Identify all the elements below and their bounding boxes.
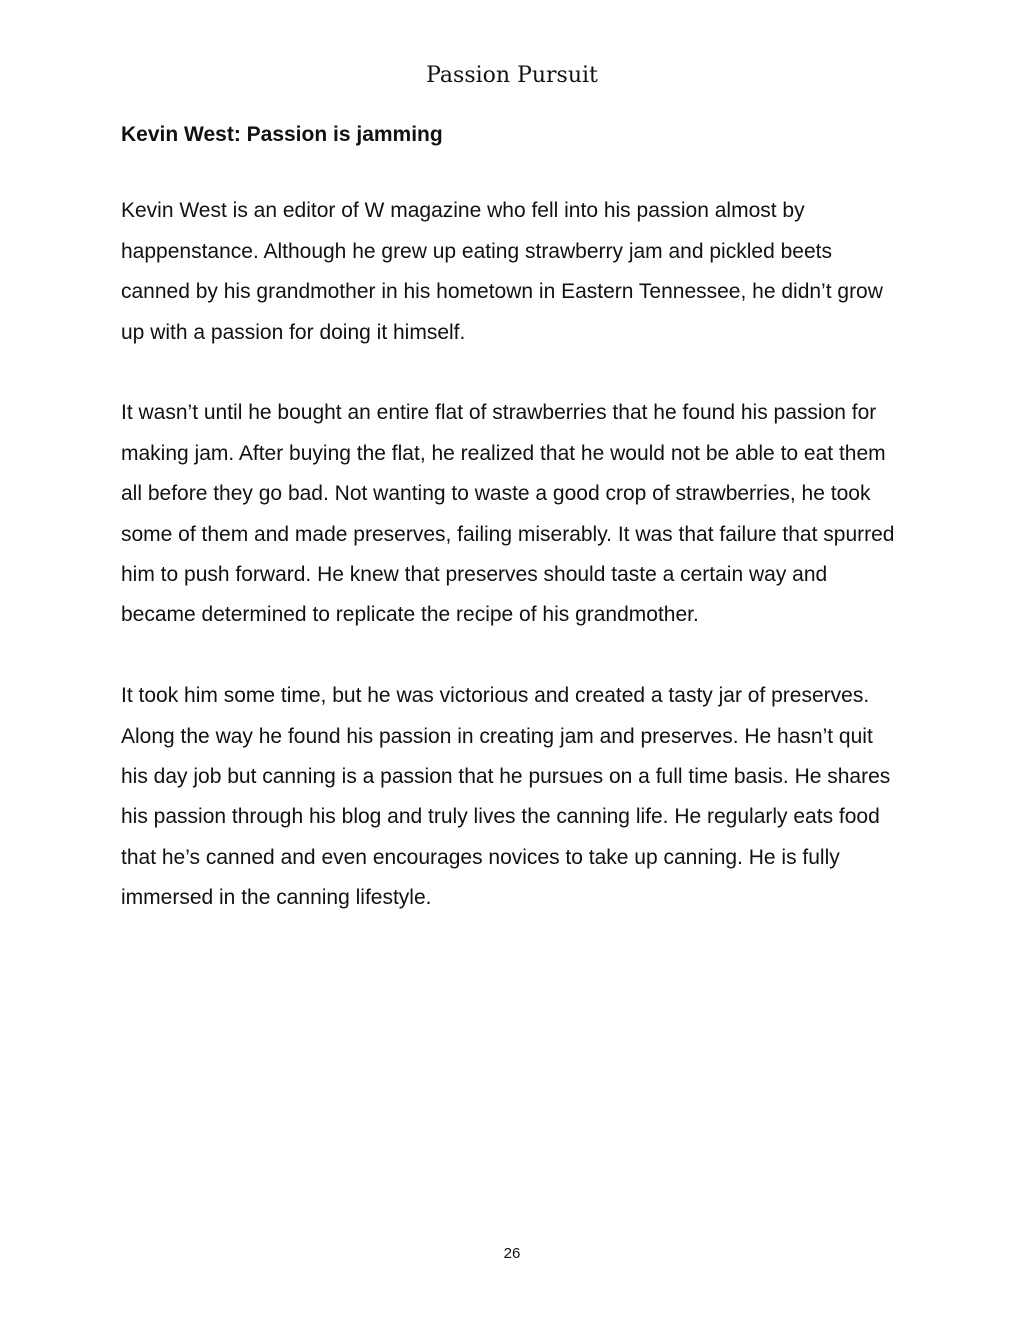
paragraph-2: It wasn’t until he bought an entire flat of strawberries that he found his passion for making jam. After buying the flat, he realized that he would not be able to eat them all before they go bad. Not wanting to waste a good crop of strawberries, he took some of them and made preserves, failing miserably. It was that failure that spurred him to push forward. He knew that preserves should taste a certain way and became determined to replicate the recipe of his grandmother. bbox=[121, 401, 895, 627]
running-header: Passion Pursuit bbox=[426, 63, 598, 88]
article-body bbox=[121, 119, 901, 959]
paragraph-3: It took him some time, but he was victorious and created a tasty jar of preserves. Along the way he found his passion in creating jam and preserves. He hasn’t quit his day job but canning is a passion that he pursues on a full time basis. He shares his passion through his blog and truly lives the canning life. He regularly eats food that he’s canned and even encourages novices to take up canning. He is fully immersed in the canning lifestyle. bbox=[121, 684, 891, 910]
page-number: 26 bbox=[503, 1245, 521, 1262]
paragraph-1: Kevin West is an editor of W magazine who fell into his passion almost by happenstance. Although he grew up eating strawberry jam and pickled beets canned by his grandmother in his hometown in Eastern Tennessee, he didn’t grow up with a passion for doing it himself. bbox=[121, 199, 883, 344]
section-title: Kevin West: Passion is jamming bbox=[121, 123, 443, 146]
